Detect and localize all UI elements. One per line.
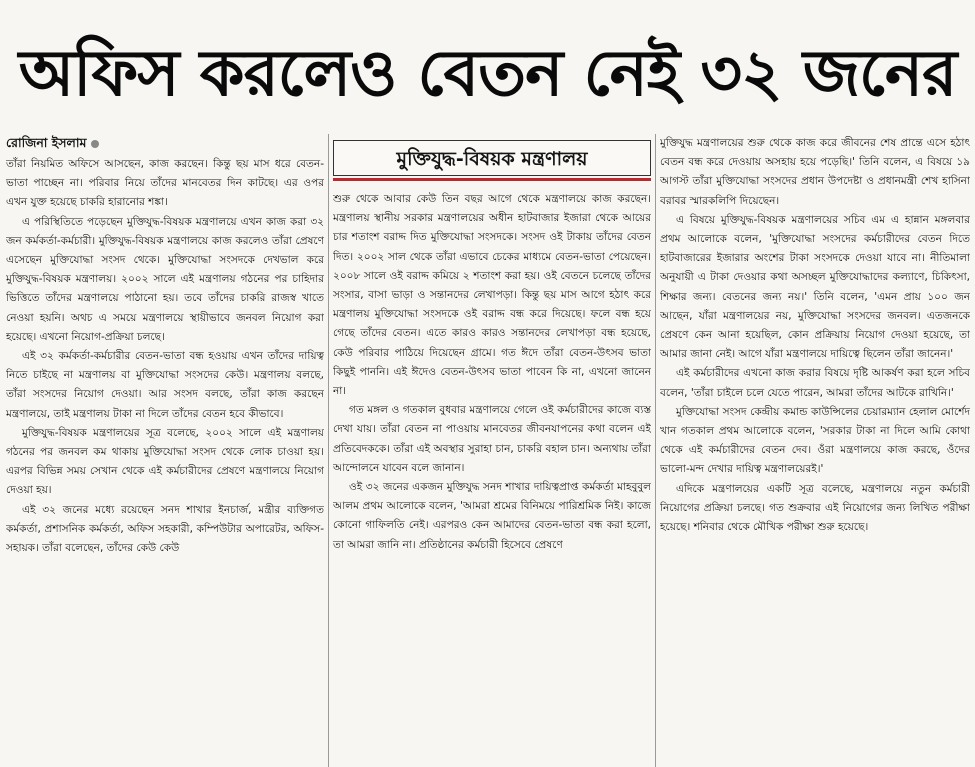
article-column-1 — [6, 155, 324, 767]
column-divider — [655, 134, 656, 767]
kicker-underline — [333, 178, 651, 181]
paragraph: এই ৩২ জনের মধ্যে রয়েছেন সনদ শাখার ইনচার্জ, মন্ত্রীর ব্যক্তিগত কর্মকর্তা, প্রশাসনিক কর্মকর্তা, অফিস সহকারী, কম্পিউটার অপারেটর, অফিস-সহায়ক। তাঁরা বলেছেন, তাঁদের কেউ কেউ — [6, 503, 324, 555]
paragraph: মুক্তিযুদ্ধ মন্ত্রণালয়ের শুরু থেকে কাজ করে জীবনের শেষ প্রান্তে এসে হঠাৎ বেতন বন্ধ করে দেওয়ায় অসহায় হয়ে পড়েছি।' তিনি বলেন, এ বিষয়ে ১৯ আগস্ট তাঁরা মুক্তিযোদ্ধা সংসদের প্রধান উপদেষ্টা ও প্রধানমন্ত্রী শেখ হাসিনা বরাবর স্মারকলিপি দিয়েছেন। — [660, 137, 970, 207]
paragraph: এ পরিস্থিতিতে পড়েছেন মুক্তিযুদ্ধ-বিষয়ক মন্ত্রণালয়ে এখন কাজ করা ৩২ জন কর্মকর্তা-কর্মচারী। মুক্তিযুদ্ধ-বিষয়ক মন্ত্রণালয়ে কাজ করলেও তাঁরা প্রেষণে এসেছেন মুক্তিযোদ্ধা সংসদ থেকে। মুক্তিযোদ্ধা সংসদকে দেখভাল করে মুক্তিযুদ্ধ-বিষয়ক মন্ত্রণালয়। ২০০২ সালে এই মন্ত্রণালয় গঠনের পর চাহিদার ভিত্তিতে তাঁদের মন্ত্রণালয়ে পাঠানো হয়। তবে তাঁদের চাকরি রাজস্ব খাতে নেওয়া হয়নি। অথচ এ সময়ে মন্ত্রণালয়ে স্থায়ীভাবে জনবল নিয়োগ করা হয়েছে। এখনো নিয়োগ-প্রক্রিয়া চলছে। — [6, 215, 324, 343]
paragraph: এদিকে মন্ত্রণালয়ের একটি সূত্র বলেছে, মন্ত্রণালয়ে নতুন কর্মচারী নিয়োগের প্রক্রিয়া চলছে। গত শুক্রবার এই নিয়োগের জন্য লিখিত পরীক্ষা হয়েছে। শনিবার থেকে মৌখিক পরীক্ষা শুরু হয়েছে। — [660, 482, 970, 534]
byline-bullet-icon — [91, 140, 99, 148]
headline: অফিস করলেও বেতন নেই ৩২ জনের — [18, 37, 957, 111]
paragraph: শুরু থেকে আবার কেউ তিন বছর আগে থেকে মন্ত্রণালয়ে কাজ করছেন। মন্ত্রণালয় স্থানীয় সরকার মন্ত্রণালয়ের অধীন হাটবাজার ইজারা থেকে আয়ের চার শতাংশ বরাদ্দ দিত মুক্তিযোদ্ধা সংসদকে। সংসদ ওই টাকায় তাঁদের বেতন দিত। ২০০২ সাল থেকে তাঁরা এভাবে চেকের মাধ্যমে বেতন-ভাতা পেয়েছেন। ২০০৮ সালে ওই বরাদ্দ কমিয়ে ২ শতাংশ করা হয়। ওই বেতনে চলেছে তাঁদের সংসার, বাসা ভাড়া ও সন্তানদের লেখাপড়া। কিন্তু ছয় মাস আগে হঠাৎ করে মন্ত্রণালয় মুক্তিযোদ্ধা সংসদকে ওই বরাদ্দ বন্ধ করে দিয়েছে। ফলে বন্ধ হয়ে গেছে তাঁদের বেতন। এতে কারও কারও সন্তানদের লেখাপড়া বন্ধ হয়েছে, কেউ পরিবার পাঠিয়ে দিয়েছেন গ্রামে। গত ঈদে তাঁরা বেতন-উৎসব ভাতা কিছুই পাননি। এই ঈদেও বেতন-উৎসব ভাতা পাবেন কি না, এখনো জানেন না। — [333, 193, 651, 398]
paragraph: এই কর্মচারীদের এখনো কাজ করার বিষয়ে দৃষ্টি আকর্ষণ করা হলে সচিব বলেন, 'তাঁরা চাইলে চলে যেতে পারেন, আমরা তাঁদের আটকে রাখিনি।' — [660, 367, 970, 399]
section-kicker: মুক্তিযুদ্ধ-বিষয়ক মন্ত্রণালয় — [333, 140, 651, 176]
byline-author: রোজিনা ইসলাম — [6, 135, 87, 150]
paragraph: এ বিষয়ে মুক্তিযুদ্ধ-বিষয়ক মন্ত্রণালয়ের সচিব এম এ হান্নান মঙ্গলবার প্রথম আলোকে বলেন, 'মুক্তিযোদ্ধা সংসদের কর্মচারীদের বেতন দিতে হাটবাজারের ইজারার অংশের টাকা সংসদকে দেওয়া যাবে না। নীতিমালা অনুযায়ী এ টাকা দেওয়ার কথা অসচ্ছল মুক্তিযোদ্ধাদের কল্যাণে, চিকিৎসা, শিক্ষার জন্য। বেতনের জন্য নয়।' তিনি বলেন, 'এমন প্রায় ১০০ জন আছেন, যাঁরা মন্ত্রণালয়ের নয়, মুক্তিযোদ্ধা সংসদের জনবল। এতজনকে প্রেষণে কেন আনা হয়েছিল, কোন প্রক্রিয়ায় নিয়োগ দেওয়া হয়েছে, তা আমার জানা নেই। আগে যাঁরা মন্ত্রণালয়ে দায়িত্বে ছিলেন তাঁরা জানেন।' — [660, 213, 970, 361]
paragraph: গত মঙ্গল ও গতকাল বুধবার মন্ত্রণালয়ে গেলে ওই কর্মচারীদের কাজে ব্যস্ত দেখা যায়। তাঁরা বেতন না পাওয়ায় মানবেতর জীবনযাপনের কথা বলেন এই প্রতিবেদককে। তাঁরা এই অবস্থার সুরাহা চান, চাকরি বহাল চান। অন্যথায় তাঁরা আন্দোলনে যাবেন বলে জানান। — [333, 404, 651, 474]
paragraph: মুক্তিযুদ্ধ-বিষয়ক মন্ত্রণালয়ের সূত্র বলেছে, ২০০২ সালে এই মন্ত্রণালয় গঠনের পর জনবল কম থাকায় মুক্তিযোদ্ধা সংসদ থেকে লোক চাওয়া হয়। এরপর বিভিন্ন সময় সেখান থেকে এই কর্মচারীদের প্রেষণে মন্ত্রণালয়ে নিয়োগ দেওয়া হয়। — [6, 426, 324, 497]
article-column-2 — [333, 190, 651, 767]
paragraph: ওই ৩২ জনের একজন মুক্তিযুদ্ধ সনদ শাখার দায়িত্বপ্রাপ্ত কর্মকর্তা মাহবুবুল আলম প্রথম আলোকে বলেন, 'আমরা শ্রমের বিনিময়ে পারিশ্রমিক নিই। কাজে কোনো গাফিলতি নেই। এরপরও কেন আমাদের বেতন-ভাতা বন্ধ করা হলো, তা আমরা জানি না। প্রতিষ্ঠানের কর্মচারী হিসেবে প্রেষণে — [333, 481, 651, 551]
paragraph: তাঁরা নিয়মিত অফিসে আসছেন, কাজ করছেন। কিন্তু ছয় মাস ধরে বেতন-ভাতা পাচ্ছেন না। পরিবার নিয়ে তাঁদের মানবেতর দিন কাটছে। এর ওপর এখন যুক্ত হয়েছে চাকরি হারানোর শঙ্কা। — [6, 158, 324, 209]
article-column-3 — [660, 134, 970, 767]
paragraph: এই ৩২ কর্মকর্তা-কর্মচারীর বেতন-ভাতা বন্ধ হওয়ায় এখন তাঁদের দায়িত্ব নিতে চাইছে না মন্ত্রণালয় বা মুক্তিযোদ্ধা সংসদের কেউ। মন্ত্রণালয় বলছে, তাঁরা সংসদের নিয়োগ দেওয়া। আর সংসদ বলছে, তাঁরা কাজ করছেন মন্ত্রণালয়ে, তাই মন্ত্রণালয় টাকা না দিলে তাঁদের বেতন হবে কীভাবে। — [6, 350, 324, 420]
byline — [6, 134, 326, 152]
paragraph: মুক্তিযোদ্ধা সংসদ কেন্দ্রীয় কমান্ড কাউন্সিলের চেয়ারম্যান হেলাল মোর্শেদ খান গতকাল প্রথম আলোকে বলেন, 'সরকার টাকা না দিলে আমি কোথা থেকে এই কর্মচারীদের বেতন দেব। ওঁরা মন্ত্রণালয়ে কাজ করছে, ওঁদের ভালো-মন্দ দেখার দায়িত্ব মন্ত্রণালয়েরই।' — [660, 405, 970, 476]
column-divider — [328, 134, 329, 767]
